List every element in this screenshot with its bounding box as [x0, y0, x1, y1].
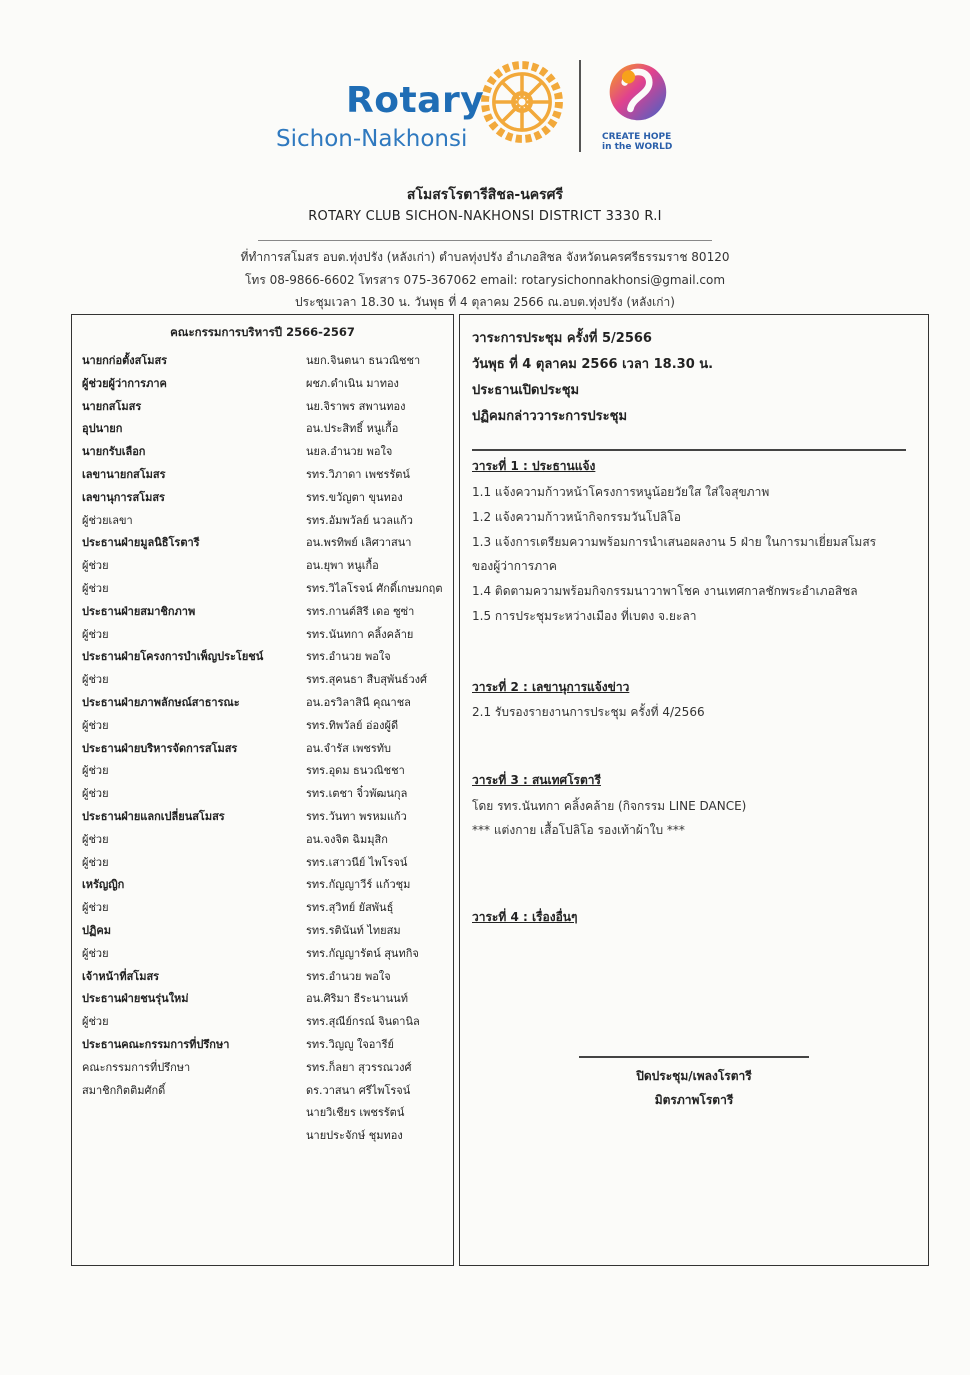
committee-row	[82, 761, 452, 784]
committee-row	[82, 1058, 452, 1081]
committee-row	[82, 602, 452, 625]
committee-member-name: รทร.เสาวนีย์ ไพโรจน์	[306, 855, 408, 869]
committee-role: ผู้ช่วย	[82, 627, 109, 641]
committee-member-name: รทร.วันทา พรหมแก้ว	[306, 810, 407, 823]
committee-role: ประธานฝ่ายสมาชิกภาพ	[82, 604, 196, 618]
header-logo	[270, 52, 690, 162]
club-name-wordmark: Sichon-Nakhonsi	[276, 126, 468, 152]
committee-role: ปฏิคม	[82, 924, 111, 937]
committee-row	[82, 1035, 452, 1058]
committee-role: เลขานายกสโมสร	[82, 468, 166, 481]
committee-member-name: อน.พรทิพย์ เลิศวาสนา	[306, 536, 412, 550]
committee-member-name: นยก.จินตนา ธนวณิชชา	[306, 354, 421, 367]
closing-divider	[579, 1056, 809, 1058]
committee-row	[82, 465, 452, 488]
agenda-item: 1.3 แจ้งการเตรียมความพร้อมการนำเสนอผลงาน 5 ฝ่าย ในการมาเยี่ยมสโมสร	[472, 535, 877, 549]
committee-member-name: รทร.อำนวย พอใจ	[306, 969, 391, 983]
agenda-item: 1.4 ติดตามความพร้อมกิจกรรมนาวาพาโชค งานเทศกาลชักพระอำเภอสิชล	[472, 584, 858, 598]
agenda-item: 1.5 การประชุมระหว่างเมือง ที่เบตง จ.ยะลา	[472, 609, 697, 623]
committee-member-name: อน.จำรัส เพชรทับ	[306, 741, 391, 755]
agenda-item: ของผู้ว่าการภาค	[472, 559, 557, 573]
committee-role: ผู้ช่วยเลขา	[82, 513, 133, 527]
club-title-english: ROTARY CLUB SICHON-NAKHONSI DISTRICT 3330 R.I	[308, 209, 662, 224]
committee-role: คณะกรรมการที่ปรึกษา	[82, 1060, 191, 1074]
committee-member-name: นายประจักษ์ ชุมทอง	[306, 1129, 403, 1143]
committee-row	[82, 1103, 452, 1126]
committee-member-name: รทร.อุดม ธนวณิชชา	[306, 764, 405, 778]
committee-member-name: อน.ประสิทธิ์ หนูเกื้อ	[306, 422, 399, 436]
committee-member-name: ผชภ.ดำเนิน มาทอง	[306, 376, 399, 390]
committee-row	[82, 351, 452, 374]
committee-row	[82, 419, 452, 442]
committee-role: สมาชิกกิตติมศักดิ์	[82, 1083, 166, 1097]
agenda-opening: ประธานเปิดประชุม	[472, 383, 580, 398]
committee-row	[82, 1081, 452, 1104]
agenda-item: 1.2 แจ้งความก้าวหน้ากิจกรรมวันโปลิโอ	[472, 510, 681, 524]
committee-member-name: นายวิเชียร เพชรรัตน์	[306, 1106, 405, 1120]
committee-member-name: รทร.อัมพวัลย์ นวลแก้ว	[306, 513, 413, 527]
agenda-date: วันพุธ ที่ 4 ตุลาคม 2566 เวลา 18.30 น.	[472, 357, 714, 372]
committee-role: นายกก่อตั้งสโมสร	[82, 354, 168, 367]
committee-role: ผู้ช่วย	[82, 787, 109, 801]
committee-member-name: นยล.อำนวย พอใจ	[306, 445, 393, 459]
committee-row	[82, 967, 452, 990]
agenda-section-4-title: วาระที่ 4 : เรื่องอื่นๆ	[472, 910, 578, 924]
committee-row	[82, 442, 452, 465]
committee-row	[82, 511, 452, 534]
committee-role: ประธานฝ่ายชนรุ่นใหม่	[82, 992, 189, 1006]
committee-member-name: รทร.สุวิทย์ ยัสพันธุ์	[306, 901, 394, 915]
logo-divider	[579, 60, 581, 152]
committee-role: นายกสโมสร	[82, 399, 142, 413]
committee-member-name: รทร.กัญญารัตน์ สุนทกิจ	[306, 946, 419, 960]
committee-role: ผู้ช่วย	[82, 673, 109, 687]
committee-role: ผู้ช่วย	[82, 901, 109, 915]
committee-role: ผู้ช่วย	[82, 582, 109, 595]
agenda-item: 2.1 รับรองรายงานการประชุม ครั้งที่ 4/2566	[472, 705, 705, 719]
committee-member-name: รทร.วิไลโรจน์ ศักดิ์เกษมกฤต	[306, 582, 443, 595]
committee-member-name: รทร.กัญญาวีร์ แก้วชุม	[306, 878, 411, 892]
agenda-panel	[459, 314, 929, 1266]
committee-member-name: นย.จิราพร สพานทอง	[306, 399, 406, 413]
agenda-item: 1.1 แจ้งความก้าวหน้าโครงการหนูน้อยวัยใส ใส่ใจสุขภาพ	[472, 485, 770, 499]
committee-row	[82, 670, 452, 693]
committee-row	[82, 739, 452, 762]
committee-row	[82, 374, 452, 397]
committee-row	[82, 397, 452, 420]
committee-panel	[71, 314, 454, 1266]
committee-role: ผู้ช่วย	[82, 764, 109, 778]
committee-role: นายกรับเลือก	[82, 445, 146, 459]
committee-row	[82, 533, 452, 556]
committee-member-name: อน.จงจิต ฉิมมุสิก	[306, 832, 388, 846]
committee-row	[82, 1126, 452, 1149]
committee-role: ประธานคณะกรรมการที่ปรึกษา	[82, 1038, 230, 1051]
committee-member-name: อน.ศิริมา ธีระนานนท์	[306, 992, 408, 1006]
committee-row	[82, 875, 452, 898]
committee-role: ผู้ช่วย	[82, 1015, 109, 1029]
committee-row	[82, 579, 452, 602]
committee-row	[82, 488, 452, 511]
committee-member-name: รทร.สุณีย์กรณ์ จินดานิล	[306, 1015, 420, 1029]
committee-member-name: รทร.ก็ลยา สุวรรณวงศ์	[306, 1060, 412, 1074]
committee-row	[82, 625, 452, 648]
committee-member-name: อน.อรวิลาสินี คุณาชล	[306, 696, 411, 709]
committee-row	[82, 647, 452, 670]
committee-role: ผู้ช่วย	[82, 832, 109, 846]
committee-role: ผู้ช่วย	[82, 855, 109, 869]
club-title-thai: สโมสรโรตารีสิชล-นครศรี	[406, 187, 564, 203]
agenda-item: *** แต่งกาย เสื้อโปลิโอ รองเท้าผ้าใบ ***	[472, 823, 685, 837]
committee-row	[82, 693, 452, 716]
committee-row	[82, 807, 452, 830]
agenda-divider	[472, 449, 906, 451]
committee-row	[82, 830, 452, 853]
agenda-reading: ปฏิคมกล่าววาระการประชุม	[472, 409, 628, 424]
committee-role: เลขานุการสโมสร	[82, 490, 165, 504]
committee-row	[82, 944, 452, 967]
agenda-title: วาระการประชุม ครั้งที่ 5/2566	[472, 331, 652, 346]
committee-member-name: รทร.นันทกา คลิ้งคล้าย	[306, 627, 414, 641]
committee-row	[82, 556, 452, 579]
closing-line-2: มิตรภาพโรตารี	[654, 1093, 734, 1107]
rotary-wordmark: Rotary	[346, 80, 485, 121]
committee-row	[82, 784, 452, 807]
committee-member-name: รทร.ทิพวัลย์ อ่องผู้ดี	[306, 718, 399, 732]
committee-row	[82, 921, 452, 944]
committee-member-name: รทร.เตชา จิ๋วพัฒนกุล	[306, 787, 408, 801]
rotary-wheel-icon	[478, 58, 566, 146]
create-hope-logo-icon	[604, 56, 670, 126]
committee-member-name: รทร.วิญญู ใจอารีย์	[306, 1038, 394, 1051]
agenda-section-3-title: วาระที่ 3 : สนเทศโรตารี	[472, 773, 601, 787]
committee-row	[82, 716, 452, 739]
committee-row	[82, 853, 452, 876]
header-divider	[258, 240, 712, 241]
agenda-item: โดย รทร.นันทกา คลิ้งคล้าย (กิจกรรม LINE DANCE)	[472, 799, 747, 813]
committee-role: ผู้ช่วยผู้ว่าการภาค	[82, 376, 167, 390]
committee-member-name: ดร.วาสนา ศรีไพโรจน์	[306, 1083, 411, 1097]
committee-row	[82, 898, 452, 921]
club-address: ที่ทำการสโมสร อบต.ทุ่งปรัง (หลังเก่า) ตำบลทุ่งปรัง อำเภอสิชล จังหวัดนครศรีธรรมราช 80120	[240, 250, 730, 264]
committee-member-name: รทร.อำนวย พอใจ	[306, 650, 391, 664]
closing-line-1: ปิดประชุม/เพลงโรตารี	[636, 1069, 752, 1083]
committee-role: ประธานฝ่ายแลกเปลี่ยนสโมสร	[82, 810, 225, 823]
committee-row	[82, 989, 452, 1012]
agenda-section-1-title: วาระที่ 1 : ประธานแจ้ง	[472, 459, 596, 473]
committee-role: ผู้ช่วย	[82, 718, 109, 732]
agenda-section-2-title: วาระที่ 2 : เลขานุการแจ้งข่าว	[472, 680, 630, 694]
committee-role: ผู้ช่วย	[82, 559, 109, 573]
meeting-info: ประชุมเวลา 18.30 น. วันพุธ ที่ 4 ตุลาคม 2566 ณ.อบต.ทุ่งปรัง (หลังเก่า)	[295, 295, 675, 309]
hope-slogan: CREATE HOPE in the WORLD	[602, 132, 673, 152]
committee-member-name: รทร.สุคนธา สืบสุพันธ์วงศ์	[306, 673, 427, 687]
committee-role: ประธานฝ่ายโครงการบำเพ็ญประโยชน์	[82, 650, 264, 664]
committee-role: อุปนายก	[82, 422, 123, 436]
committee-role: ประธานฝ่ายภาพลักษณ์สาธารณะ	[82, 696, 240, 709]
committee-role: ประธานฝ่ายมูลนิธิโรตารี	[82, 536, 200, 550]
committee-member-name: อน.ยุพา หนูเกื้อ	[306, 559, 379, 573]
committee-member-name: รทร.ขวัญตา ขุนทอง	[306, 490, 403, 504]
committee-row	[82, 1012, 452, 1035]
committee-member-name: รทร.วิภาดา เพชรรัตน์	[306, 468, 410, 481]
committee-role: ประธานฝ่ายบริหารจัดการสโมสร	[82, 741, 238, 755]
committee-member-name: รทร.กานต์สิรี เดอ ซูซ่า	[306, 604, 415, 618]
club-contact: โทร 08-9866-6602 โทรสาร 075-367062 email: rotarysichonnakhonsi@gmail.com	[244, 273, 726, 287]
committee-heading: คณะกรรมการบริหารปี 2566-2567	[170, 325, 355, 339]
committee-role: ผู้ช่วย	[82, 946, 109, 960]
committee-role: เหรัญญิก	[82, 878, 125, 892]
committee-role: เจ้าหน้าที่สโมสร	[82, 969, 160, 983]
committee-member-name: รทร.รตินันท์ ไทยสม	[306, 924, 401, 937]
